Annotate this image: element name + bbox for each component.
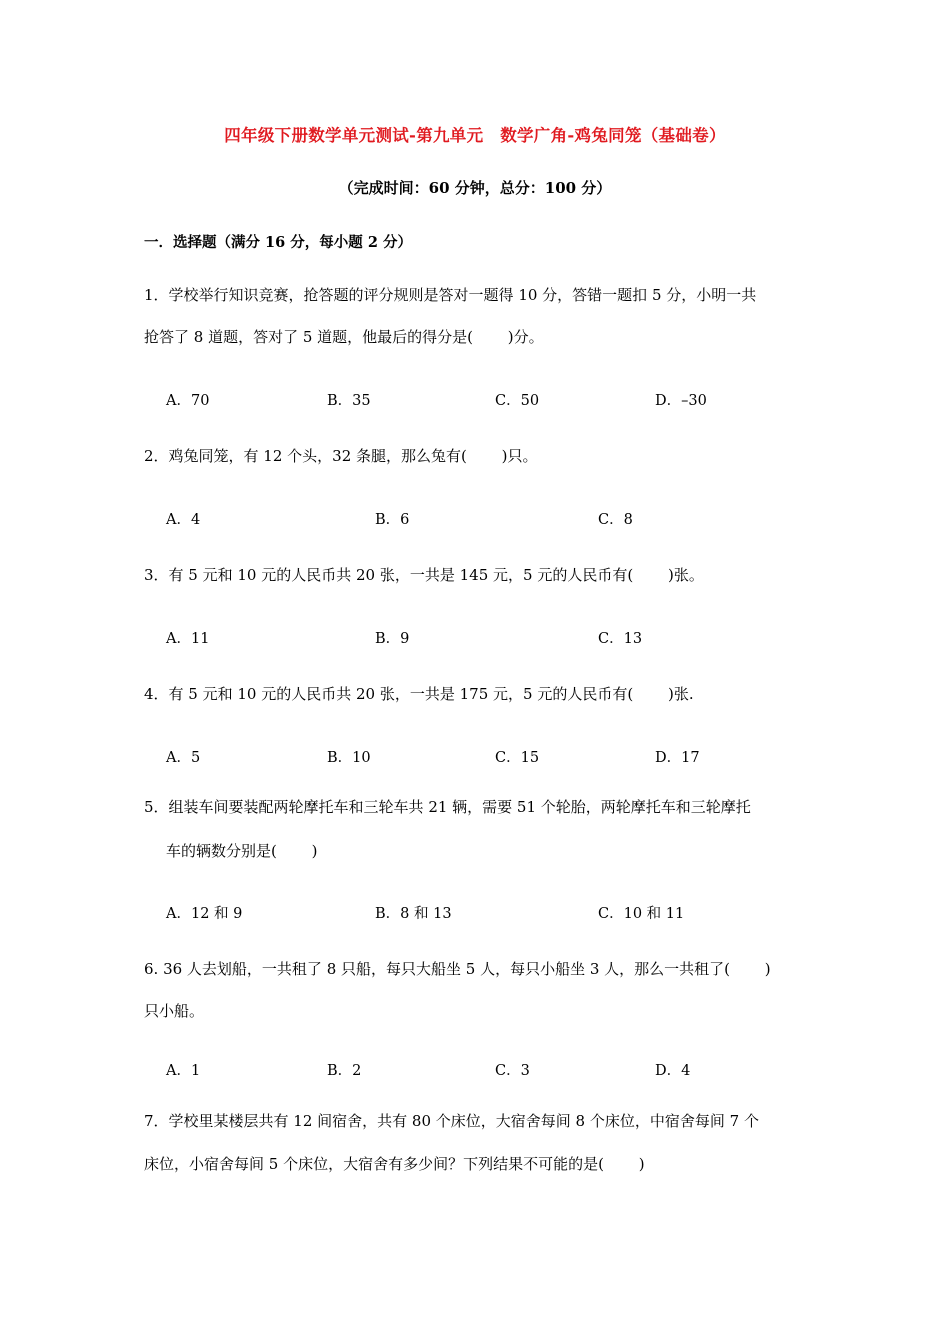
question-5-option-b: B．8 和 13 <box>375 906 452 922</box>
section-heading-choice: 一．选择题（满分 16 分，每小题 2 分） <box>144 234 412 251</box>
question-3-option-c: C．13 <box>598 631 643 647</box>
question-3-line-1: 3．有 5 元和 10 元的人民币共 20 张，一共是 145 元，5 元的人民币有( )张。 <box>144 566 704 584</box>
document-subtitle: （完成时间：60 分钟，总分：100 分） <box>338 179 612 197</box>
document-title: 四年级下册数学单元测试-第九单元 数学广角-鸡兔同笼（基础卷） <box>224 126 726 145</box>
question-1-option-b: B．35 <box>327 393 371 409</box>
question-5-line-2: 车的辆数分别是( ) <box>166 842 318 860</box>
question-6-option-d: D．4 <box>655 1063 691 1079</box>
question-4-option-b: B．10 <box>327 750 371 766</box>
question-1-option-a: A．70 <box>166 393 210 409</box>
question-1-line-2: 抢答了 8 道题，答对了 5 道题，他最后的得分是( )分。 <box>144 328 544 346</box>
question-2-option-b: B．6 <box>375 512 410 528</box>
question-4-option-d: D．17 <box>655 750 700 766</box>
question-5-option-a: A．12 和 9 <box>166 906 243 922</box>
question-7-line-2: 床位，小宿舍每间 5 个床位，大宿舍有多少间？下列结果不可能的是( ) <box>144 1155 645 1173</box>
question-2-option-a: A．4 <box>166 512 201 528</box>
question-7-line-1: 7．学校里某楼层共有 12 间宿舍，共有 80 个床位，大宿舍每间 8 个床位，中宿舍每间 7 个 <box>144 1112 759 1130</box>
question-6-line-1: 6. 36 人去划船，一共租了 8 只船，每只大船坐 5 人，每只小船坐 3 人，那么一共租了( ) <box>144 960 771 978</box>
question-4-option-c: C．15 <box>495 750 540 766</box>
question-6-option-b: B．2 <box>327 1063 362 1079</box>
question-1-option-d: D．–30 <box>655 393 707 409</box>
question-5-option-c: C．10 和 11 <box>598 906 685 922</box>
question-6-line-2: 只小船。 <box>144 1002 205 1020</box>
question-4-line-1: 4．有 5 元和 10 元的人民币共 20 张，一共是 175 元，5 元的人民币有( )张. <box>144 685 694 703</box>
question-5-line-1: 5．组装车间要装配两轮摩托车和三轮车共 21 辆，需要 51 个轮胎，两轮摩托车和三轮摩托 <box>144 798 751 816</box>
question-1-line-1: 1．学校举行知识竞赛，抢答题的评分规则是答对一题得 10 分，答错一题扣 5 分，小明一共 <box>144 286 757 304</box>
question-2-line-1: 2．鸡兔同笼，有 12 个头，32 条腿，那么兔有( )只。 <box>144 447 538 465</box>
question-6-option-a: A．1 <box>166 1063 201 1079</box>
question-4-option-a: A．5 <box>166 750 201 766</box>
question-3-option-b: B．9 <box>375 631 410 647</box>
question-1-option-c: C．50 <box>495 393 540 409</box>
question-2-option-c: C．8 <box>598 512 633 528</box>
question-6-option-c: C．3 <box>495 1063 530 1079</box>
question-3-option-a: A．11 <box>166 631 210 647</box>
